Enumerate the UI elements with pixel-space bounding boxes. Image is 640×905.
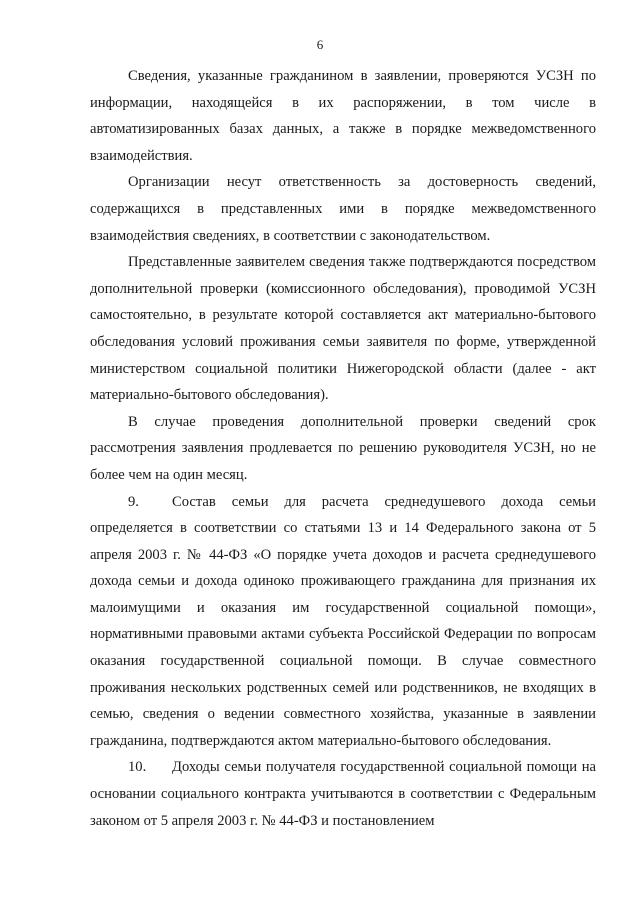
clause-number: 10. bbox=[128, 759, 147, 776]
clause-9 bbox=[90, 489, 596, 755]
paragraph-verification bbox=[90, 63, 596, 169]
document-body bbox=[90, 63, 596, 834]
paragraph-additional-check bbox=[90, 249, 596, 409]
clause-10 bbox=[90, 754, 596, 834]
paragraph-text: Состав семьи для расчета среднедушевого дохода семьи определяется в соответствии со статьями 13 и 14 Федерального закона от 5 апреля 2003 г. № 44-ФЗ «О порядке учета доходов и расчета среднедушевого дохода семьи и дохода одиноко проживающего гражданина для признания их малоимущими и оказания им государственной социальной помощи», нормативными правовыми актами субъекта Российской Федерации по вопросам оказания государственной социальной помощи. В случае совместного проживания нескольких родственных семей или родственников, не входящих в семью, сведения о ведении совместного хозяйства, указанные в заявлении гражданина, подтверждаются актом материально-бытового обследования. bbox=[90, 493, 596, 749]
paragraph-text: Доходы семьи получателя государственной социальной помощи на основании социального контракта учитываются в соответствии с Федеральным законом от 5 апреля 2003 г. № 44-ФЗ и постановлением bbox=[90, 759, 596, 829]
page-number: 6 bbox=[316, 37, 324, 52]
paragraph-text: В случае проведения дополнительной проверки сведений срок рассмотрения заявления продлевается по решению руководителя УСЗН, но не более чем на один месяц. bbox=[90, 413, 596, 483]
paragraph-organizations-responsibility bbox=[90, 169, 596, 249]
paragraph-term-extension bbox=[90, 409, 596, 489]
paragraph-text: Сведения, указанные гражданином в заявлении, проверяются УСЗН по информации, находящейся в их распоряжении, в том числе в автоматизированных базах данных, а также в порядке межведомственного взаимодействия. bbox=[90, 68, 596, 164]
paragraph-text: Представленные заявителем сведения также подтверждаются посредством дополнительной проверки (комиссионного обследования), проводимой УСЗН самостоятельно, в результате которой составляется акт материально-бытового обследования условий проживания семьи заявителя по форме, утвержденной министерством социальной политики Нижегородской области (далее - акт материально-бытового обследования). bbox=[90, 254, 596, 404]
clause-number: 9. bbox=[128, 493, 139, 510]
paragraph-text: Организации несут ответственность за достоверность сведений, содержащихся в представленных ими в порядке межведомственного взаимодействия сведениях, в соответствии с законодательством. bbox=[90, 174, 596, 244]
